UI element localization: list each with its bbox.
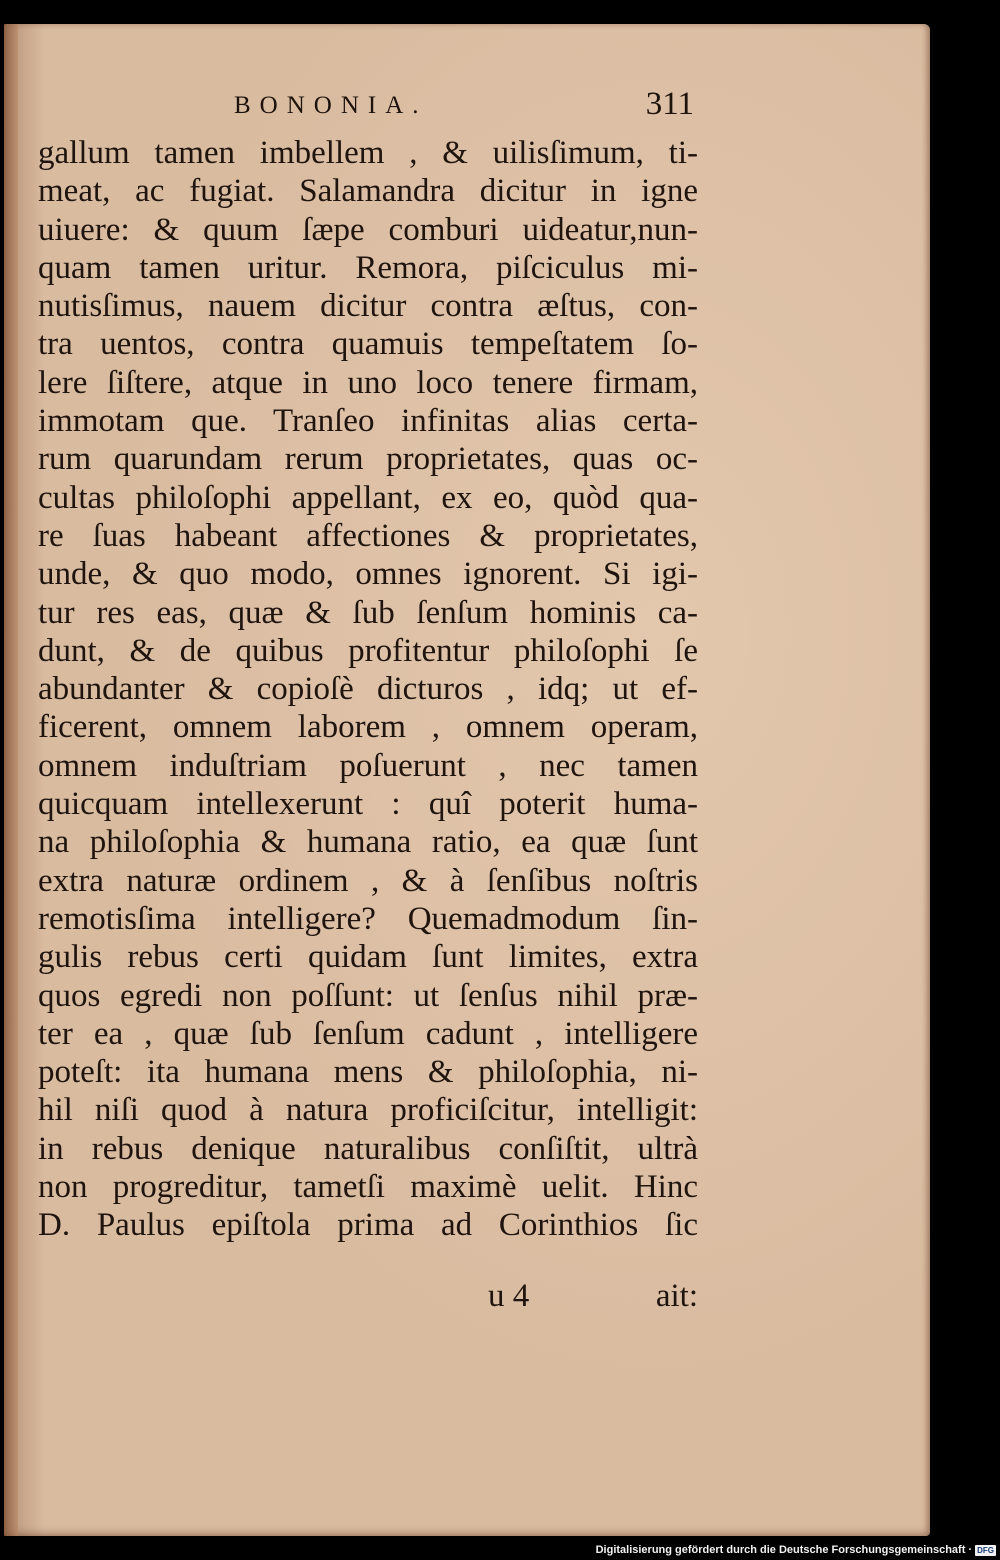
text-line: uiuere: & quum ſæpe comburi uideatur,nun- xyxy=(38,211,698,248)
signature-mark: u 4 xyxy=(488,1278,530,1314)
text-line: tur res eas, quæ & ſub ſenſum hominis ca- xyxy=(38,594,698,631)
text-line: ficerent, omnem laborem , omnem operam, xyxy=(38,709,698,746)
text-line: meat, ac fugiat. Salamandra dicitur in igne xyxy=(38,173,698,210)
text-line: quicquam intellexerunt : quî poterit huma- xyxy=(38,786,698,823)
running-head xyxy=(234,84,694,134)
text-line: immotam que. Tranſeo infinitas alias certa- xyxy=(38,403,698,440)
text-line: unde, & quo modo, omnes ignorent. Si igi- xyxy=(38,556,698,593)
body-text xyxy=(38,134,698,1245)
text-line: gallum tamen imbellem , & uilisſimum, ti- xyxy=(38,135,698,171)
text-line: hil niſi quod à natura proficiſcitur, intelligit: xyxy=(38,1092,698,1129)
text-line: na philoſophia & humana ratio, ea quæ ſunt xyxy=(38,824,698,861)
catchword: ait: xyxy=(655,1278,698,1314)
text-line: tra uentos, contra quamuis tempeſtatem ſo- xyxy=(38,326,698,363)
book-page xyxy=(4,24,930,1536)
footer-credit-text: Digitalisierung gefördert durch die Deutsche Forschungsgemeinschaft · xyxy=(595,1544,973,1556)
text-line: dunt, & de quibus profitentur philoſophi ſe xyxy=(38,632,698,669)
text-line: non progreditur, tametſi maximè uelit. Hinc xyxy=(38,1169,698,1206)
page-number: 311 xyxy=(645,86,694,122)
text-line: omnem induſtriam poſuerunt , nec tamen xyxy=(38,747,698,784)
text-line: abundanter & copioſè dicturos , idq; ut ef- xyxy=(38,671,698,708)
text-line: D. Paulus epiſtola prima ad Corinthios ſic xyxy=(38,1207,698,1244)
text-line: quam tamen uritur. Remora, piſciculus mi- xyxy=(38,249,698,286)
text-line: gulis rebus certi quidam ſunt limites, extra xyxy=(38,939,698,976)
text-line: re ſuas habeant affectiones & proprietates, xyxy=(38,517,698,554)
text-line: rum quarundam rerum proprietates, quas oc- xyxy=(38,441,698,478)
text-line: remotisſima intelligere? Quemadmodum ſin- xyxy=(38,900,698,937)
text-line: ter ea , quæ ſub ſenſum cadunt , intelligere xyxy=(38,1015,698,1052)
header-title: BONONIA. xyxy=(234,92,428,119)
footer-credit xyxy=(596,1544,996,1556)
dfg-logo-icon: DFG xyxy=(977,1545,994,1555)
text-line: poteſt: ita humana mens & philoſophia, ni- xyxy=(38,1054,698,1091)
text-line: cultas philoſophi appellant, ex eo, quòd qua- xyxy=(38,479,698,516)
text-line: quos egredi non poſſunt: ut ſenſus nihil præ- xyxy=(38,977,698,1014)
catchline xyxy=(488,1278,698,1318)
page-gutter-edge xyxy=(4,24,18,1536)
text-line: in rebus denique naturalibus conſiſtit, ultrà xyxy=(38,1130,698,1167)
text-line: nutisſimus, nauem dicitur contra æſtus, con- xyxy=(38,288,698,325)
text-line: extra naturæ ordinem , & à ſenſibus noſtris xyxy=(38,862,698,899)
text-line: lere ſiſtere, atque in uno loco tenere firmam, xyxy=(38,364,698,401)
